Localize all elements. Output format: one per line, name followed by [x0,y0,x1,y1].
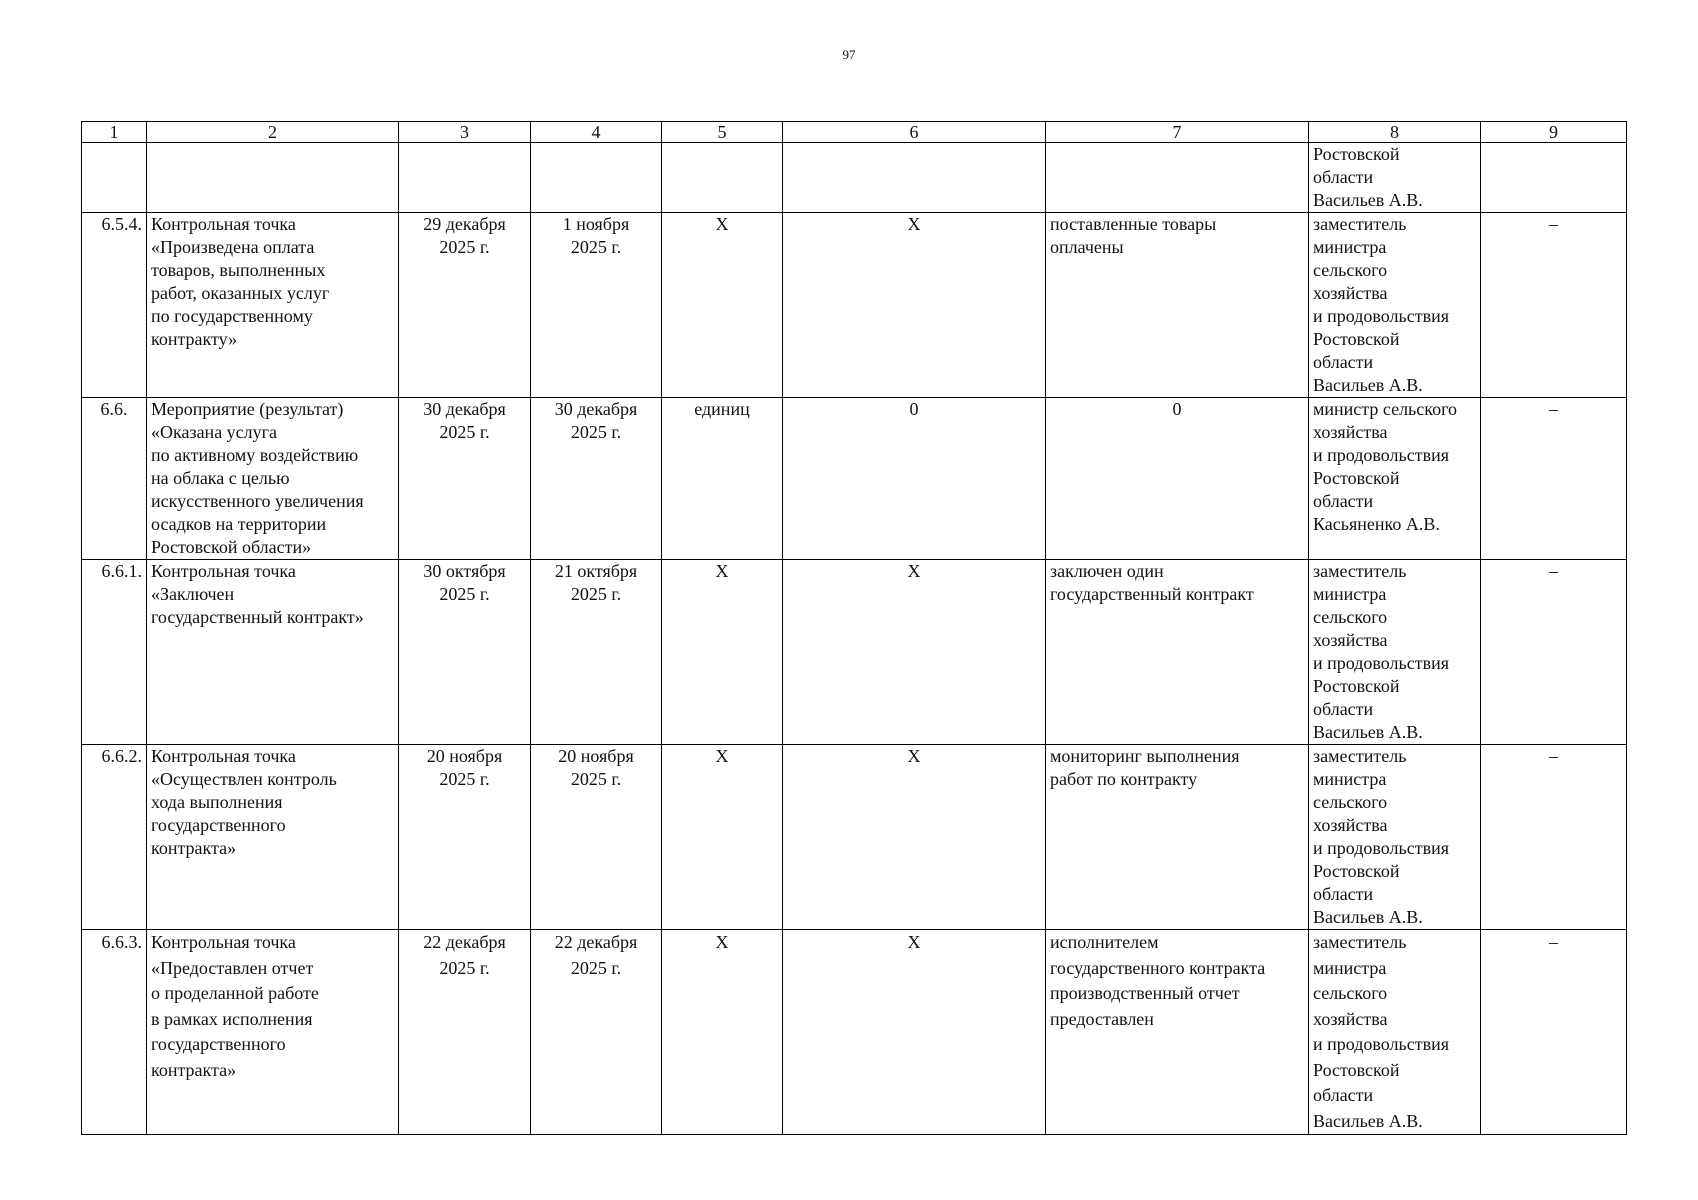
row-number: 6.5.4. [82,213,147,398]
responsible: Ростовской области Васильев А.В. [1309,143,1481,213]
plan-date: 30 декабря 2025 г. [399,398,531,560]
unit: единиц [662,398,783,560]
header-row [82,122,1627,143]
responsible: заместитель министра сельского хозяйства и продовольствия Ростовской области Васильев А.В. [1309,213,1481,398]
page-number: 97 [842,47,856,62]
actual-date: 30 декабря 2025 г. [531,398,662,560]
value-plan: 0 [783,398,1046,560]
event-name: Контрольная точка «Осуществлен контроль хода выполнения государственного контракта» [147,745,399,930]
row-number: 6.6. [82,398,147,560]
actual-date: 21 октября 2025 г. [531,560,662,745]
column-header: 7 [1046,122,1309,143]
note [1481,143,1627,213]
event-name: Контрольная точка «Произведена оплата товаров, выполненных работ, оказанных услуг по государственному контракту» [147,213,399,398]
column-header: 3 [399,122,531,143]
plan-date: 22 декабря 2025 г. [399,930,531,1135]
unit: X [662,560,783,745]
value-plan: X [783,745,1046,930]
event-name: Контрольная точка «Предоставлен отчет о проделанной работе в рамках исполнения государственного контракта» [147,930,399,1135]
note: – [1481,930,1627,1135]
note: – [1481,213,1627,398]
note: – [1481,560,1627,745]
plan-date [399,143,531,213]
actual-date: 22 декабря 2025 г. [531,930,662,1135]
actual-date: 1 ноября 2025 г. [531,213,662,398]
table-row [82,398,1627,560]
column-header: 5 [662,122,783,143]
event-name [147,143,399,213]
unit: X [662,745,783,930]
table-row [82,143,1627,213]
unit [662,143,783,213]
column-header: 4 [531,122,662,143]
responsible: заместитель министра сельского хозяйства и продовольствия Ростовской области Васильев А.В. [1309,930,1481,1135]
value-fact: исполнителем государственного контракта производственный отчет предоставлен [1046,930,1309,1135]
value-plan: X [783,560,1046,745]
row-number: 6.6.3. [82,930,147,1135]
value-fact [1046,143,1309,213]
unit: X [662,213,783,398]
row-number [82,143,147,213]
value-fact: поставленные товары оплачены [1046,213,1309,398]
responsible: министр сельского хозяйства и продовольствия Ростовской области Касьяненко А.В. [1309,398,1481,560]
responsible: заместитель министра сельского хозяйства и продовольствия Ростовской области Васильев А.В. [1309,560,1481,745]
table-row [82,745,1627,930]
column-header: 6 [783,122,1046,143]
value-plan [783,143,1046,213]
column-header: 8 [1309,122,1481,143]
actual-date [531,143,662,213]
plan-date: 29 декабря 2025 г. [399,213,531,398]
value-plan: X [783,930,1046,1135]
column-header: 9 [1481,122,1627,143]
value-plan: X [783,213,1046,398]
row-number: 6.6.1. [82,560,147,745]
plan-date: 20 ноября 2025 г. [399,745,531,930]
table-row [82,213,1627,398]
note: – [1481,398,1627,560]
value-fact: мониторинг выполнения работ по контракту [1046,745,1309,930]
value-fact: заключен один государственный контракт [1046,560,1309,745]
event-name: Контрольная точка «Заключен государственный контракт» [147,560,399,745]
value-fact: 0 [1046,398,1309,560]
actual-date: 20 ноября 2025 г. [531,745,662,930]
unit: X [662,930,783,1135]
table-row [82,560,1627,745]
table-row [82,930,1627,1135]
responsible: заместитель министра сельского хозяйства и продовольствия Ростовской области Васильев А.В. [1309,745,1481,930]
column-header: 1 [82,122,147,143]
row-number: 6.6.2. [82,745,147,930]
note: – [1481,745,1627,930]
plan-date: 30 октября 2025 г. [399,560,531,745]
column-header: 2 [147,122,399,143]
event-name: Мероприятие (результат) «Оказана услуга по активному воздействию на облака с целью искусственного увеличения осадков на территории Ростовской области» [147,398,399,560]
plan-table [81,121,1627,1135]
